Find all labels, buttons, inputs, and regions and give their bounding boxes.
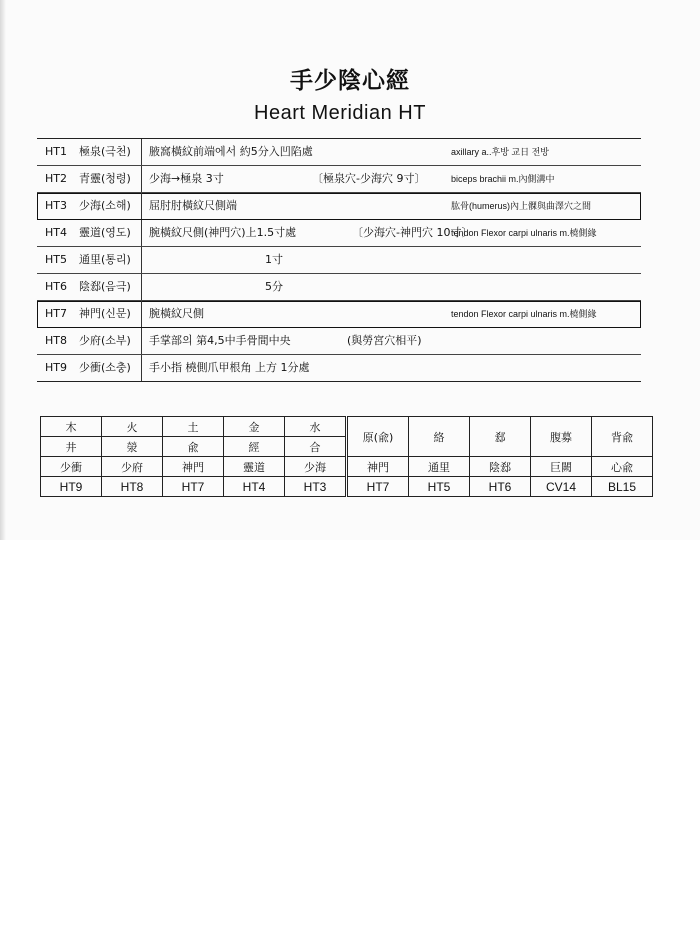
- point-name-cell: 陰郄: [470, 457, 531, 477]
- point-id: [37, 193, 142, 219]
- point-code-cell: HT4: [224, 477, 285, 497]
- point-id: [37, 166, 142, 192]
- point-name-cell: 巨闕: [531, 457, 592, 477]
- table-row: [41, 417, 653, 437]
- special-header-cell: 腹募: [531, 417, 592, 457]
- point-note: 1寸: [265, 253, 283, 266]
- shu-type-cell: 井: [41, 437, 102, 457]
- point-code: HT8: [45, 334, 67, 347]
- points-table: [37, 138, 641, 382]
- shu-type-cell: 合: [285, 437, 347, 457]
- special-header-cell: 絡: [409, 417, 470, 457]
- point-location: 少海→極泉 3寸: [149, 172, 224, 185]
- shu-type-cell: 滎: [102, 437, 163, 457]
- point-row-ht8: [37, 328, 641, 355]
- point-location: 腕橫紋尺側(神門穴)上1.5寸處: [149, 226, 297, 239]
- point-code-cell: HT8: [102, 477, 163, 497]
- point-name: 少府(소부): [79, 334, 131, 347]
- point-name-cell: 神門: [163, 457, 224, 477]
- point-location: 腕橫紋尺側: [149, 307, 204, 320]
- point-code-cell: CV14: [531, 477, 592, 497]
- point-row-ht5: [37, 247, 641, 274]
- point-row-ht3: [37, 193, 641, 220]
- shu-type-cell: 經: [224, 437, 285, 457]
- point-id: [37, 301, 142, 327]
- point-code-cell: HT9: [41, 477, 102, 497]
- point-name: 少海(소해): [79, 199, 131, 212]
- point-code: HT6: [45, 280, 67, 293]
- shu-type-cell: 兪: [163, 437, 224, 457]
- special-header-cell: 原(兪): [347, 417, 409, 457]
- point-code: HT7: [45, 307, 67, 320]
- point-code: HT3: [45, 199, 67, 212]
- special-header-cell: 背兪: [592, 417, 653, 457]
- point-code: HT9: [45, 361, 67, 374]
- point-note: 5分: [265, 280, 283, 293]
- element-cell: 木: [41, 417, 102, 437]
- point-id: [37, 274, 142, 300]
- point-name-cell: 心兪: [592, 457, 653, 477]
- point-note: (與勞宮穴相平): [347, 334, 422, 347]
- point-code-cell: HT6: [470, 477, 531, 497]
- table-row: [41, 477, 653, 497]
- point-row-ht4: [37, 220, 641, 247]
- point-code: HT4: [45, 226, 67, 239]
- point-name: 青靈(청령): [79, 172, 131, 185]
- point-code-cell: HT7: [163, 477, 224, 497]
- point-id: [37, 247, 142, 273]
- point-id: [37, 139, 142, 165]
- point-location: 手掌部의 第4,5中手骨間中央: [149, 334, 291, 347]
- point-row-ht9: [37, 355, 641, 381]
- point-name-cell: 少海: [285, 457, 347, 477]
- element-cell: 火: [102, 417, 163, 437]
- point-code-cell: BL15: [592, 477, 653, 497]
- point-location: 屈肘肘橫紋尺側端: [149, 199, 237, 212]
- element-cell: 金: [224, 417, 285, 437]
- point-location: 手小指 橈側爪甲根角 上方 1分處: [149, 361, 310, 374]
- point-name-cell: 神門: [347, 457, 409, 477]
- title-chinese: 手少陰心經: [290, 68, 410, 94]
- point-name: 靈道(영도): [79, 226, 131, 239]
- point-name-cell: 靈道: [224, 457, 285, 477]
- point-row-ht7: [37, 301, 641, 328]
- point-anatomy: biceps brachii m.內側溝中: [451, 174, 555, 184]
- element-cell: 水: [285, 417, 347, 437]
- point-location: 腋窩橫紋前端에서 約5分入凹陷處: [149, 145, 313, 158]
- five-shu-special-points-table: [40, 416, 653, 497]
- point-code-cell: HT5: [409, 477, 470, 497]
- element-cell: 土: [163, 417, 224, 437]
- table-row: [41, 457, 653, 477]
- point-anatomy: axillary a..후방 교日 전방: [451, 147, 549, 157]
- point-id: [37, 355, 142, 381]
- point-id: [37, 220, 142, 246]
- point-row-ht6: [37, 274, 641, 301]
- point-anatomy: 肱骨(humerus)內上髁與曲澤穴之間: [451, 201, 592, 211]
- title-english: Heart Meridian HT: [254, 102, 426, 124]
- point-code: HT2: [45, 172, 67, 185]
- point-name: 少衝(소충): [79, 361, 131, 374]
- point-note: 〔極泉穴-少海穴 9寸〕: [312, 172, 426, 185]
- point-name-cell: 少衝: [41, 457, 102, 477]
- special-header-cell: 郄: [470, 417, 531, 457]
- point-row-ht1: [37, 139, 641, 166]
- point-note: 〔少海穴-神門穴 10寸〕: [352, 226, 473, 239]
- point-name: 陰郄(음극): [79, 280, 131, 293]
- point-code: HT5: [45, 253, 67, 266]
- point-name-cell: 少府: [102, 457, 163, 477]
- point-anatomy: tendon Flexor carpi ulnaris m.橈側緣: [451, 309, 597, 319]
- point-name: 神門(신문): [79, 307, 131, 320]
- point-name-cell: 通里: [409, 457, 470, 477]
- point-name: 通里(통리): [79, 253, 131, 266]
- point-row-ht2: [37, 166, 641, 193]
- point-anatomy: tendon Flexor carpi ulnaris m.橈側緣: [451, 228, 597, 238]
- point-id: [37, 328, 142, 354]
- point-code: HT1: [45, 145, 67, 158]
- point-code-cell: HT7: [347, 477, 409, 497]
- point-name: 極泉(극천): [79, 145, 131, 158]
- point-code-cell: HT3: [285, 477, 347, 497]
